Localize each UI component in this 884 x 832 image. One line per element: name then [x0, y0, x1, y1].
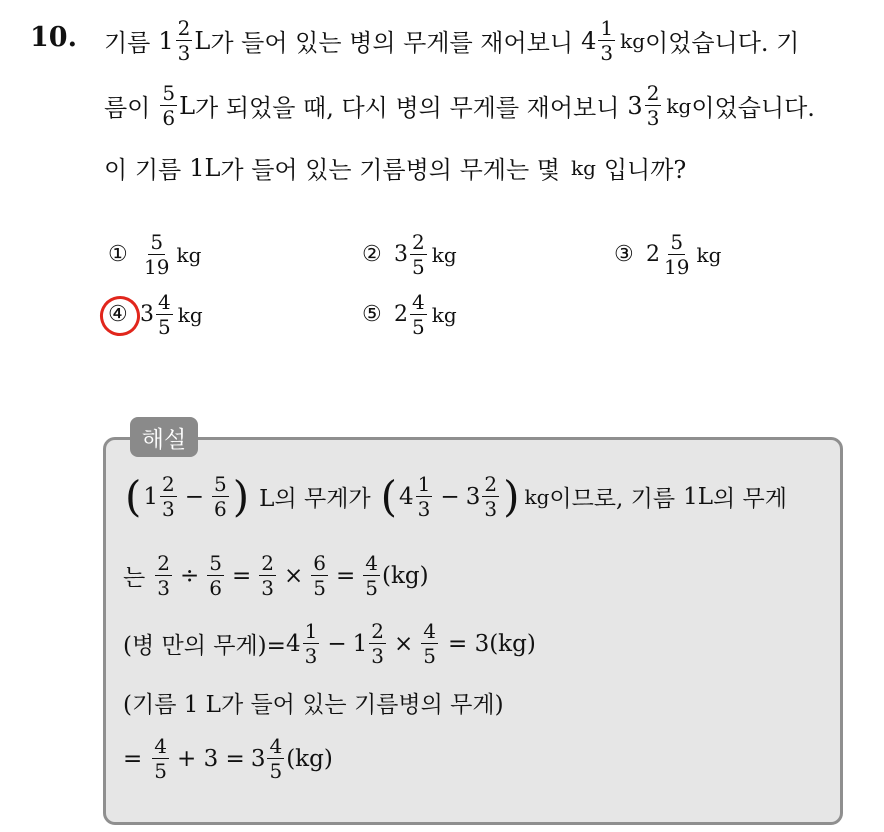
- option-1[interactable]: [108, 232, 201, 277]
- fraction: [416, 474, 433, 519]
- whole: 3: [465, 483, 481, 510]
- solution-line-2: [123, 553, 429, 598]
- denominator: 5: [154, 759, 168, 783]
- option-5[interactable]: [362, 292, 457, 337]
- fraction: [152, 736, 169, 781]
- paren-close: ): [503, 471, 520, 521]
- whole: 4: [399, 483, 414, 510]
- fraction: [369, 621, 386, 666]
- minus-sign: −: [440, 483, 460, 510]
- q-text: 이었습니다. 기: [645, 29, 800, 57]
- denominator: 19: [144, 255, 170, 279]
- whole: 3: [250, 745, 266, 772]
- whole: 4: [285, 630, 301, 657]
- fraction: [259, 553, 276, 598]
- times-sign: ×: [283, 562, 304, 589]
- paren-open: (: [125, 471, 142, 521]
- fraction: [363, 553, 380, 598]
- fraction: [410, 292, 427, 337]
- fraction: [176, 18, 193, 63]
- text: + 3 =: [177, 745, 245, 772]
- solution-line-1: [123, 471, 787, 521]
- whole: 1: [143, 483, 159, 510]
- unit-kg: kg: [620, 28, 645, 53]
- denominator: 5: [269, 759, 283, 783]
- denominator: 3: [371, 644, 384, 668]
- q-text: 가 들어 있는 병의 무게를 재어보니: [210, 29, 574, 57]
- unit-L: L: [204, 153, 221, 182]
- text: (기름 1 L가 들어 있는 기름병의 무게): [123, 692, 504, 718]
- numerator: 2: [162, 472, 175, 496]
- numerator: 1: [304, 619, 318, 643]
- unit-kg: kg: [666, 93, 692, 118]
- unit-kg: kg: [524, 484, 550, 509]
- minus-sign: −: [184, 483, 205, 510]
- q-text: 가 들어 있는 기름병의 무게는 몇: [220, 156, 560, 184]
- fraction: [160, 474, 177, 519]
- denominator: 3: [304, 644, 318, 668]
- fraction: [212, 474, 229, 519]
- unit-kg: kg: [177, 302, 203, 327]
- equals-sign: =: [231, 562, 252, 589]
- fraction: [207, 553, 224, 598]
- fraction: [311, 553, 328, 598]
- unit-kg: kg: [570, 155, 596, 180]
- fraction: [482, 474, 499, 519]
- denominator: 3: [162, 497, 175, 521]
- whole: 1: [158, 26, 174, 55]
- oil-initial-amount: [158, 18, 194, 63]
- q-text: 입니까?: [603, 156, 687, 184]
- numerator: 2: [157, 551, 170, 575]
- oil-after-fraction: [160, 83, 177, 128]
- whole: 3: [140, 302, 154, 327]
- text: = 3(kg): [447, 630, 536, 657]
- numerator: 2: [412, 230, 425, 254]
- numerator: 4: [269, 734, 283, 758]
- one: 1: [683, 483, 698, 510]
- numerator: 5: [214, 472, 227, 496]
- text: 의 무게: [713, 486, 787, 512]
- q-text: 가 되었을 때, 다시 병의 무게를 재어보니: [195, 94, 620, 122]
- times-sign: ×: [393, 630, 414, 657]
- numerator: 2: [371, 619, 384, 643]
- q-text: 이 기름: [104, 156, 182, 184]
- fraction: [156, 292, 173, 337]
- paren-close: ): [232, 471, 250, 521]
- weight-after: [627, 83, 663, 128]
- solution-line-5: [123, 736, 333, 781]
- text: 는: [123, 565, 146, 591]
- denominator: 5: [423, 644, 436, 668]
- option-mark: ③: [614, 242, 634, 267]
- option-mark: ②: [362, 242, 382, 267]
- unit-kg: kg: [431, 302, 457, 327]
- numerator: 1: [417, 472, 431, 496]
- solution-line-3: [123, 621, 536, 666]
- whole: 2: [646, 242, 660, 267]
- fraction: [421, 621, 438, 666]
- denominator: 3: [157, 576, 170, 600]
- unit-L: L: [697, 483, 714, 510]
- whole: 2: [394, 302, 408, 327]
- divide-sign: ÷: [179, 562, 200, 589]
- fraction: [662, 232, 691, 277]
- fraction: [267, 736, 284, 781]
- option-mark: ④: [108, 302, 128, 327]
- denominator: 5: [365, 576, 379, 600]
- denominator: 3: [600, 41, 614, 65]
- whole: 3: [627, 91, 643, 120]
- option-mark: ①: [108, 242, 128, 267]
- numerator: 6: [313, 551, 326, 575]
- numerator: 2: [646, 81, 660, 105]
- paren-open: (: [380, 471, 398, 521]
- unit-kg: kg: [696, 242, 722, 267]
- numerator: 2: [177, 16, 191, 40]
- numerator: 4: [423, 619, 436, 643]
- denominator: 3: [177, 41, 191, 65]
- unit-kg: (kg): [286, 745, 333, 772]
- denominator: 5: [313, 576, 326, 600]
- equals-sign: =: [123, 745, 143, 772]
- denominator: 5: [412, 315, 425, 339]
- question-number: 10.: [30, 22, 77, 53]
- solution-tag: 해설: [130, 417, 198, 457]
- fraction: [303, 621, 320, 666]
- numerator: 2: [484, 472, 498, 496]
- minus-sign: −: [327, 630, 347, 657]
- denominator: 5: [158, 315, 171, 339]
- denominator: 19: [664, 255, 690, 279]
- option-2[interactable]: [362, 232, 457, 277]
- numerator: 5: [209, 551, 222, 575]
- question-line-1: [104, 18, 799, 63]
- text: L의 무게가: [259, 486, 371, 512]
- whole: 1: [352, 630, 368, 657]
- numerator: 4: [412, 290, 425, 314]
- numerator: 2: [261, 551, 274, 575]
- denominator: 6: [162, 106, 176, 130]
- unit-kg: kg: [431, 242, 457, 267]
- equals-sign: =: [336, 562, 356, 589]
- q-text: 이었습니다.: [691, 94, 815, 122]
- numerator: 4: [154, 734, 168, 758]
- fraction: [410, 232, 427, 277]
- weight-initial: [581, 18, 617, 63]
- fraction: [155, 553, 172, 598]
- numerator: 4: [158, 290, 171, 314]
- q-text: 기름: [104, 29, 151, 57]
- fraction: [142, 232, 171, 277]
- numerator: 5: [670, 230, 684, 254]
- denominator: 5: [412, 255, 425, 279]
- option-3[interactable]: [614, 232, 721, 277]
- denominator: 3: [484, 497, 498, 521]
- whole: 4: [581, 26, 597, 55]
- unit-kg: (kg): [382, 562, 429, 589]
- denominator: 6: [209, 576, 222, 600]
- denominator: 3: [261, 576, 274, 600]
- whole: 3: [394, 242, 408, 267]
- denominator: 6: [214, 497, 227, 521]
- one: 1: [189, 153, 205, 182]
- denominator: 3: [646, 106, 660, 130]
- unit-L: L: [179, 91, 196, 120]
- numerator: 5: [162, 81, 176, 105]
- denominator: 3: [417, 497, 431, 521]
- unit-L: L: [194, 26, 211, 55]
- text: 이므로, 기름: [549, 486, 676, 512]
- numerator: 4: [365, 551, 379, 575]
- question-line-3: [104, 150, 686, 185]
- fraction: [645, 83, 662, 128]
- q-text: 름이: [104, 94, 151, 122]
- numerator: 5: [150, 230, 164, 254]
- solution-line-4: [123, 686, 504, 719]
- option-mark: ⑤: [362, 302, 382, 327]
- numerator: 1: [600, 16, 614, 40]
- fraction: [598, 18, 615, 63]
- unit-kg: kg: [176, 242, 202, 267]
- question-line-2: [104, 83, 815, 128]
- text: (병 만의 무게)=: [123, 633, 286, 659]
